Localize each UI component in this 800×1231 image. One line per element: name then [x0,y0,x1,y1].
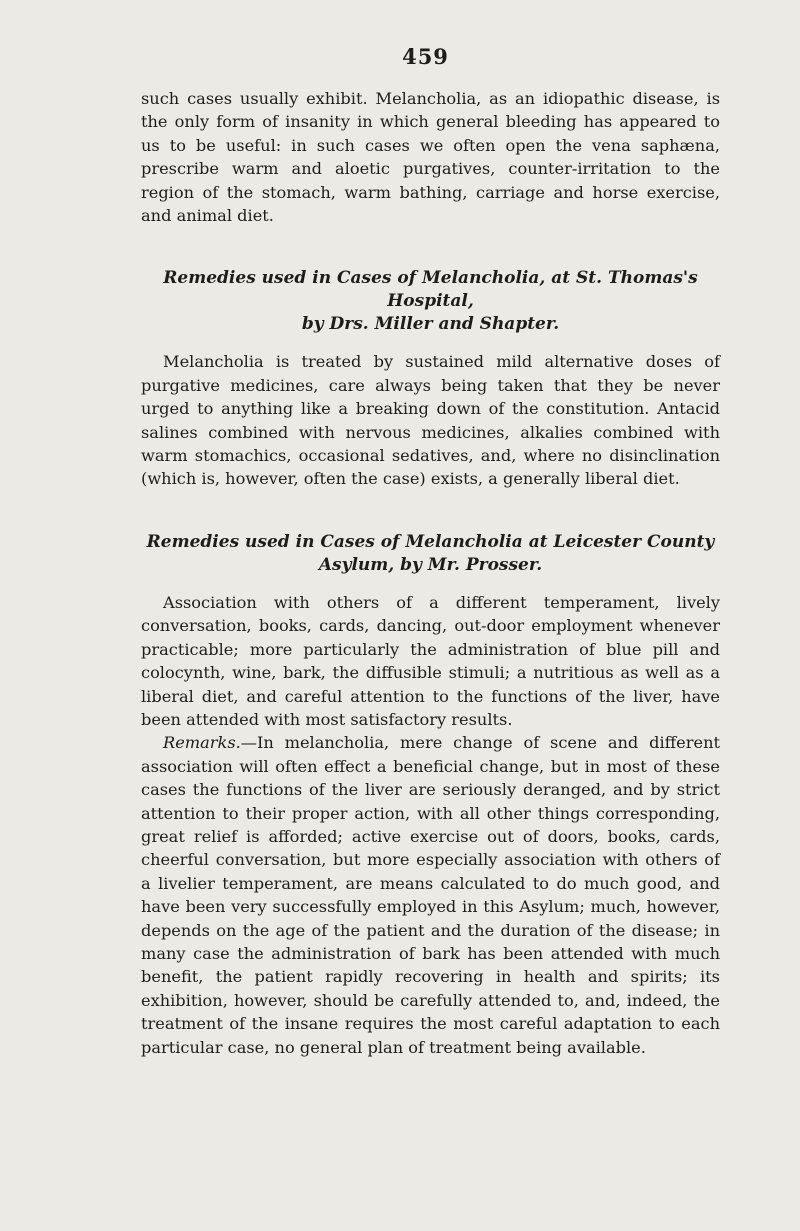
section-heading-line: by Drs. Miller and Shapter. [301,314,560,335]
section-heading-line: Remedies used in Cases of Melancholia, at St. Thomas's Hospital, [163,268,698,312]
section-heading-line: Asylum, by Mr. Prosser. [318,554,543,575]
section-body-st-thomas: Melancholia is treated by sustained mild alternative doses of purgative medicines, care always being taken that they be never urged to anything like a breaking down of the constitution. Antacid salines combined with nervous medicines, alkalies combined with warm stomachics, occasional sedatives, and, where no disinclination (which is, however, often the case) exists, a generally liberal diet. [141,352,720,489]
section-body-leicester: Association with others of a different temperament, lively conversation, books, cards, dancing, out-door employment whenever practicable; more particularly the administration of blue pill and colocynth, wine, bark, the diffusible stimuli; a nutritious as well as a liberal diet, and careful attention to the functions of the liver, have been attended with most satisfactory results. [141,592,720,729]
section-heading-leicester [141,531,720,577]
section-heading-line: Remedies used in Cases of Melancholia at Leicester County [146,531,715,552]
remarks-paragraph [141,731,720,1059]
section-heading-st-thomas [141,267,720,336]
remarks-text: —In melancholia, mere change of scene and different association will often effect a beneficial change, but in most of these cases the functions of the liver are seriously deranged, and by strict attention to their proper action, with all other things corresponding, great relief is afforded; active exercise out of doors, books, cards, cheerful conversation, but more especially association with others of a livelier temperament, are means calculated to do much good, and have been very successfully employed in this Asylum; much, however, depends on the age of the patient and the duration of the disease; in many case the administration of bark has been attended with much benefit, the patient rapidly recovering in health and spirits; its exhibition, however, should be carefully attended to, and, indeed, the treatment of the insane requires the most careful adaptation to each particular case, no general plan of treatment being available. [141,733,720,1057]
page-number: 459 [402,44,449,69]
remarks-label: Remarks. [163,733,241,753]
intro-paragraph: such cases usually exhibit. Melancholia, as an idiopathic disease, is the only form of insanity in which general bleeding has appeared to us to be useful: in such cases we often open the vena saphæna, prescribe warm and aloetic purgatives, counter-irritation to the region of the stomach, warm bathing, carriage and horse exercise, and animal diet. [141,89,720,226]
